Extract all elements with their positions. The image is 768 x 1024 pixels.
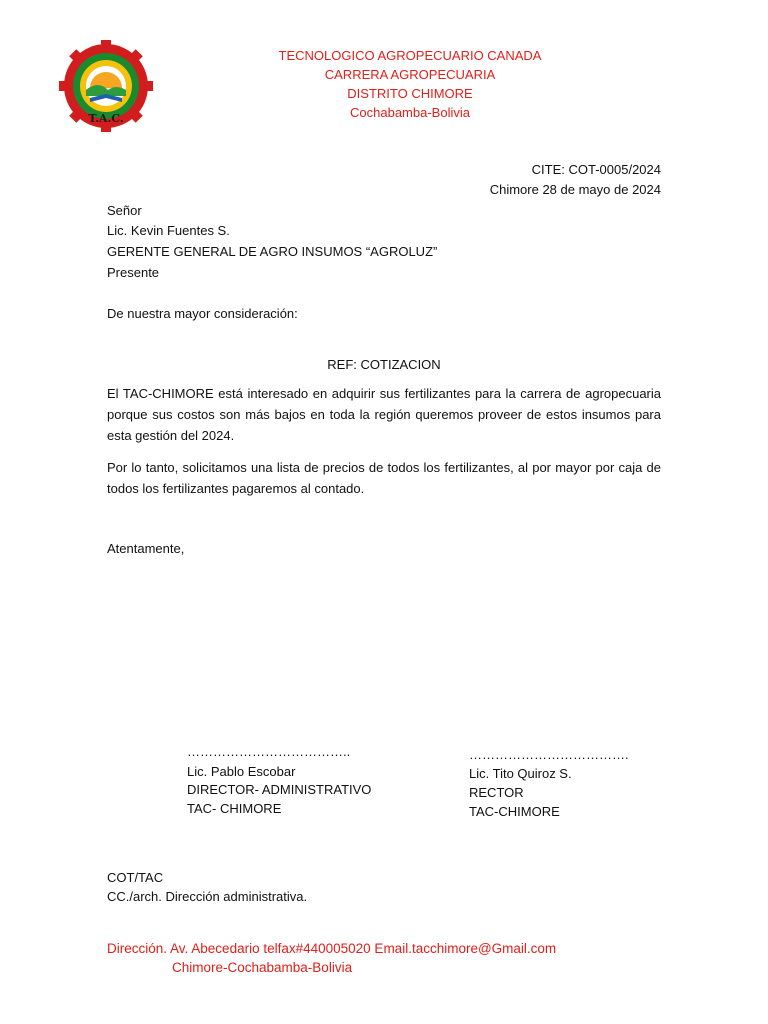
cite-number: CITE: COT-0005/2024 — [531, 162, 661, 177]
header-line-1: TECNOLOGICO AGROPECUARIO CANADA — [278, 48, 542, 63]
letter-date: Chimore 28 de mayo de 2024 — [489, 182, 661, 197]
signature-line: ……………………………….. — [187, 744, 351, 759]
recipient-presente: Presente — [107, 265, 160, 280]
recipient-name: Lic. Kevin Fuentes S. — [107, 223, 230, 238]
signatory-org: TAC-CHIMORE — [469, 804, 560, 819]
body-paragraph-1: El TAC-CHIMORE está interesado en adquirir sus fertilizantes para la carrera de agropecuaria porque sus costos son más bajos en toda la región queremos proveer de estos insumos para esta gestión del 2024. — [107, 386, 661, 443]
signatory-org: TAC- CHIMORE — [187, 801, 282, 816]
recipient-position: GERENTE GENERAL DE AGRO INSUMOS “AGROLUZ” — [107, 244, 438, 259]
body-paragraph-2: Por lo tanto, solicitamos una lista de precios de todos los fertilizantes, al por mayor por caja de todos los fertilizantes pagaremos al contado. — [107, 460, 661, 496]
signatory-name: Lic. Pablo Escobar — [187, 764, 296, 779]
footer-location: Chimore-Cochabamba-Bolivia — [172, 960, 353, 975]
footer-address: Dirección. Av. Abecedario telfax#440005020 Email.tacchimore@Gmail.com — [107, 941, 557, 956]
signatory-name: Lic. Tito Quiroz S. — [469, 766, 572, 781]
signatory-title: DIRECTOR- ADMINISTRATIVO — [187, 782, 372, 797]
closing: Atentamente, — [107, 541, 185, 556]
reference-code: COT/TAC — [107, 870, 164, 885]
header-line-2: CARRERA AGROPECUARIA — [324, 67, 496, 82]
reference-line: REF: COTIZACION — [327, 357, 441, 372]
logo-text: T.A.C. — [88, 112, 124, 125]
carbon-copy: CC./arch. Dirección administrativa. — [107, 889, 308, 904]
signature-line: ………………………………. — [469, 747, 629, 762]
institution-logo — [56, 40, 156, 132]
recipient-salutation: Señor — [107, 203, 142, 218]
signatory-title: RECTOR — [469, 785, 524, 800]
header-line-4: Cochabamba-Bolivia — [350, 105, 470, 120]
header-line-3: DISTRITO CHIMORE — [347, 86, 473, 101]
greeting: De nuestra mayor consideración: — [107, 306, 298, 321]
